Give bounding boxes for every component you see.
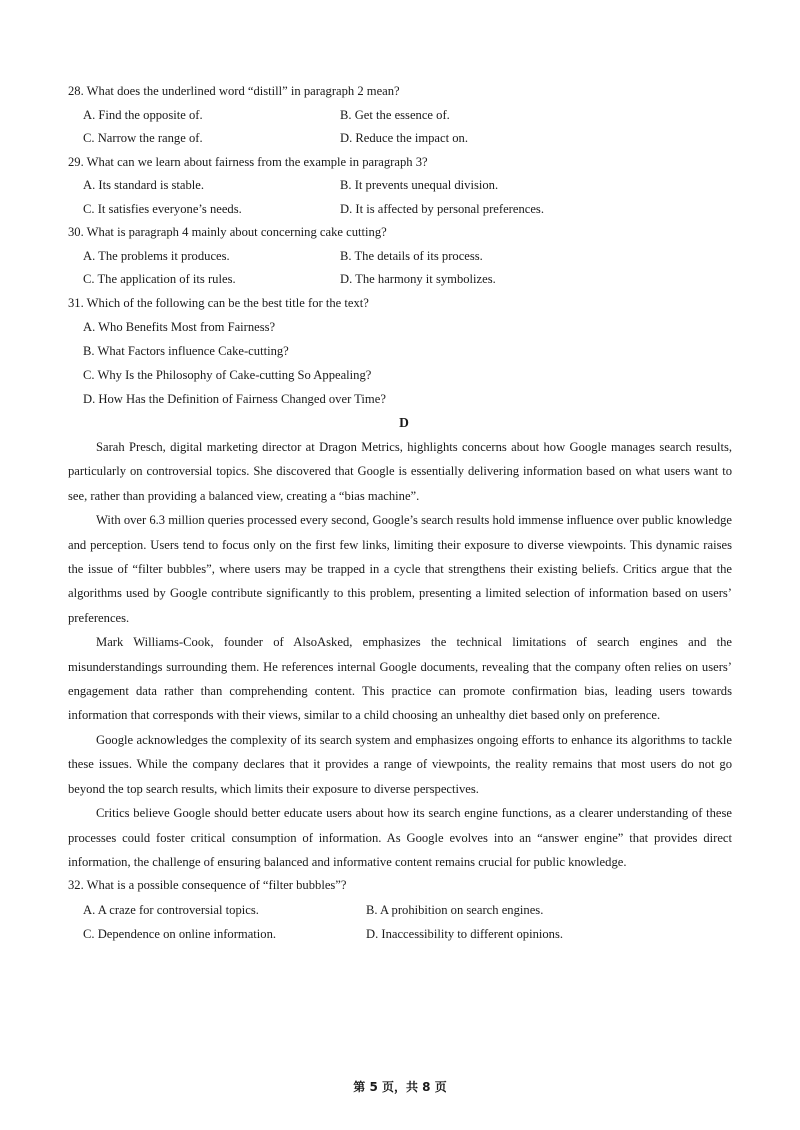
passage-paragraph-5: Critics believe Google should better educate users about how its search engine functions, as a clearer understanding of these processes could foster critical consumption of information. As Google evolves into an “answer engine” that provides direct information, the challenge of ensuring balanced and informative content remains crucial for public knowledge. <box>68 806 732 869</box>
option-b: B. What Factors influence Cake-cutting? <box>83 344 289 358</box>
option-a: A. The problems it produces. <box>83 248 230 263</box>
passage-paragraph-1: Sarah Presch, digital marketing director at Dragon Metrics, highlights concerns about how Google manages search results, particularly on controversial topics. She discovered that Google is essentially delivering information based on what users want to see, rather than providing a balanced view, creating a “bias machine”. <box>68 440 732 503</box>
option-b: B. The details of its process. <box>340 248 483 263</box>
exam-page <box>68 80 732 946</box>
option-c: C. The application of its rules. <box>83 272 236 286</box>
option-c: C. Narrow the range of. <box>83 131 203 145</box>
question-30-stem: 30. What is paragraph 4 mainly about concerning cake cutting? <box>68 225 387 239</box>
option-c: C. It satisfies everyone’s needs. <box>83 201 242 216</box>
option-c: C. Why Is the Philosophy of Cake-cutting So Appealing? <box>83 368 372 382</box>
question-31-stem: 31. Which of the following can be the best title for the text? <box>68 295 369 310</box>
question-28-stem: 28. What does the underlined word “distill” in paragraph 2 mean? <box>68 84 400 98</box>
option-c: C. Dependence on online information. <box>83 926 277 941</box>
option-d: D. Inaccessibility to different opinions. <box>366 926 564 941</box>
option-a: A. Its standard is stable. <box>83 178 205 192</box>
passage-paragraph-3: Mark Williams-Cook, founder of AlsoAsked, emphasizes the technical limitations of search engines and the misunderstandings surrounding them. He references internal Google documents, revealing that the company often relies on users’ engagement data rather than comprehending content. This practice can promote confirmation bias, leading users towards information that corresponds with their views, similar to a child choosing an unhealthy diet based only on preference. <box>68 635 732 723</box>
question-29-options <box>83 174 732 221</box>
passage-paragraph-2: With over 6.3 million queries processed every second, Google’s search results hold immense influence over public knowledge and perception. Users tend to focus only on the first few links, limiting their exposure to diverse viewpoints. This dynamic raises the issue of “filter bubbles”, where users may be trapped in a cycle that strengthens their existing beliefs. Critics argue that the algorithms used by Google contribute significantly to this problem, presenting a limited selection of information based on users’ preferences. <box>68 513 733 625</box>
option-d: D. How Has the Definition of Fairness Changed over Time? <box>83 392 386 406</box>
passage-paragraph-4: Google acknowledges the complexity of its search system and emphasizes ongoing efforts to enhance its algorithms to tackle these issues. While the company declares that it provides a range of viewpoints, the reality remains that most users do not go beyond the top search results, which limits their exposure to diverse perspectives. <box>68 732 732 796</box>
option-a: A. Find the opposite of. <box>83 107 203 122</box>
question-31-options <box>83 315 732 411</box>
question-29-stem: 29. What can we learn about fairness from the example in paragraph 3? <box>68 154 428 169</box>
section-d-heading: D <box>399 415 409 430</box>
option-d: D. Reduce the impact on. <box>340 131 468 145</box>
question-30-options <box>83 245 732 292</box>
option-b: B. It prevents unequal division. <box>340 178 499 192</box>
question-28-options <box>83 104 732 151</box>
option-d: D. It is affected by personal preferences. <box>340 201 544 216</box>
question-32-options <box>83 898 732 946</box>
option-b: B. Get the essence of. <box>340 107 450 122</box>
option-a: A. Who Benefits Most from Fairness? <box>83 320 276 334</box>
page-number-footer: 第 5 页，共 8 页 <box>353 1080 447 1094</box>
question-32-stem: 32. What is a possible consequence of “filter bubbles”? <box>68 878 347 893</box>
option-a: A. A craze for controversial topics. <box>83 902 259 917</box>
option-b: B. A prohibition on search engines. <box>366 902 544 917</box>
option-d: D. The harmony it symbolizes. <box>340 272 496 286</box>
